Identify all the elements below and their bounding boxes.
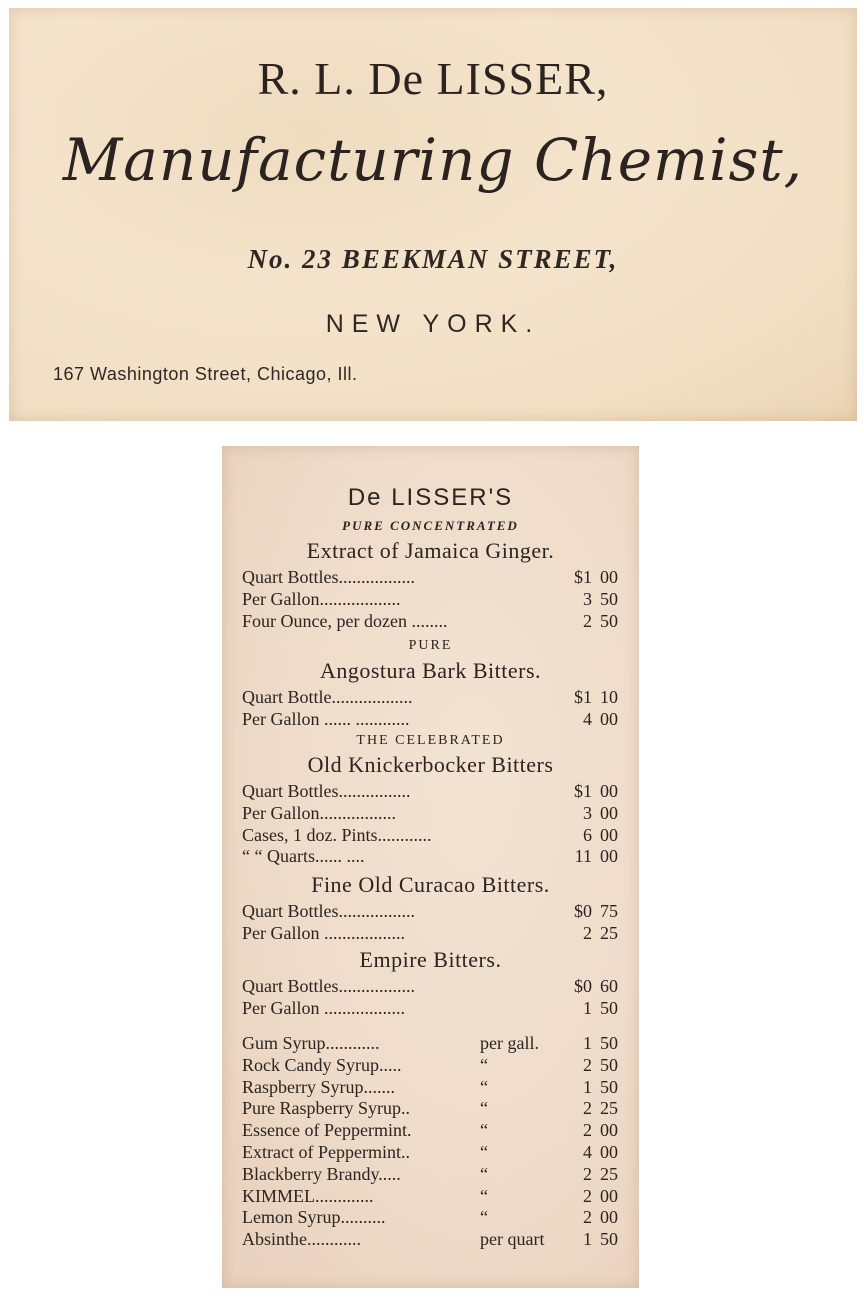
unit-label: “ xyxy=(480,1054,488,1075)
price-dollars: $0 xyxy=(574,976,592,996)
price-row xyxy=(242,1141,618,1163)
price-cents: 25 xyxy=(600,1098,618,1119)
item-label: Quart Bottles................. xyxy=(242,901,415,921)
item-label: Raspberry Syrup....... xyxy=(242,1076,395,1097)
price-dollars: 2 xyxy=(583,1120,592,1141)
price-row xyxy=(242,588,618,610)
price-cents: 00 xyxy=(600,846,618,867)
price-cents: 50 xyxy=(600,1229,618,1250)
price-cents: 00 xyxy=(600,1185,618,1206)
price-cents: 50 xyxy=(600,997,618,1018)
price-cents: 00 xyxy=(600,567,618,587)
item-label: Quart Bottles................. xyxy=(242,976,415,996)
item-label: Per Gallon .................. xyxy=(242,922,405,943)
section-prefix: PURE xyxy=(408,638,453,653)
item-label: Per Gallon .................. xyxy=(242,997,405,1018)
price-row xyxy=(242,1228,618,1250)
price-dollars: 2 xyxy=(583,1098,592,1119)
price-cents: 75 xyxy=(600,901,618,921)
item-label: Quart Bottles................ xyxy=(242,781,411,801)
price-dollars: 2 xyxy=(583,1185,592,1206)
price-cents: 00 xyxy=(600,824,618,845)
price-cents: 50 xyxy=(600,1076,618,1097)
price-cents: 50 xyxy=(600,1033,618,1053)
section-title: Empire Bitters. xyxy=(359,947,502,972)
unit-label: “ xyxy=(480,1185,488,1206)
price-dollars: $1 xyxy=(574,687,592,707)
price-dollars: 2 xyxy=(583,1207,592,1228)
item-label: Quart Bottle.................. xyxy=(242,687,413,707)
item-label: Extract of Peppermint.. xyxy=(242,1142,410,1162)
unit-label: “ xyxy=(480,1120,488,1141)
price-row xyxy=(242,686,618,708)
price-row xyxy=(242,824,618,846)
unit-label: per gall. xyxy=(480,1033,539,1053)
brand-heading: De LISSER'S xyxy=(347,484,514,511)
price-cents: 10 xyxy=(600,687,618,707)
price-dollars: $1 xyxy=(574,781,592,801)
item-label: Pure Raspberry Syrup.. xyxy=(242,1098,410,1119)
proprietor-name: R. L. De LISSER, xyxy=(257,53,609,104)
price-list-card xyxy=(222,446,639,1288)
price-row xyxy=(242,1032,618,1054)
price-cents: 00 xyxy=(600,802,618,823)
price-dollars: 2 xyxy=(583,610,592,631)
item-label: Absinthe............ xyxy=(242,1229,361,1250)
unit-label: “ xyxy=(480,1142,488,1162)
price-dollars: $0 xyxy=(574,901,592,921)
item-label: Essence of Peppermint. xyxy=(242,1120,412,1141)
price-dollars: 2 xyxy=(583,922,592,943)
price-cents: 25 xyxy=(600,1163,618,1184)
price-cents: 50 xyxy=(600,610,618,631)
item-label: Quart Bottles................. xyxy=(242,567,415,587)
price-row xyxy=(242,1097,618,1119)
price-row xyxy=(242,1054,618,1076)
price-row xyxy=(242,1185,618,1207)
price-dollars: 1 xyxy=(583,997,592,1018)
price-dollars: 2 xyxy=(583,1054,592,1075)
price-dollars: 3 xyxy=(583,588,592,609)
price-row xyxy=(242,922,618,944)
city: NEW YORK. xyxy=(325,310,541,338)
section-title: Old Knickerbocker Bitters xyxy=(307,752,554,777)
price-cents: 00 xyxy=(600,1120,618,1141)
business-card-front xyxy=(9,8,857,421)
section-title: Extract of Jamaica Ginger. xyxy=(306,538,555,563)
price-row xyxy=(242,997,618,1019)
price-dollars: 4 xyxy=(583,1142,592,1162)
item-label: Per Gallon.................. xyxy=(242,588,401,609)
item-label: Per Gallon................. xyxy=(242,802,396,823)
price-row xyxy=(242,610,618,632)
price-dollars: 1 xyxy=(583,1033,592,1053)
item-label: Lemon Syrup.......... xyxy=(242,1207,386,1228)
price-cents: 00 xyxy=(600,1207,618,1228)
unit-label: “ xyxy=(480,1163,488,1184)
price-row xyxy=(242,780,618,802)
price-row xyxy=(242,975,618,997)
unit-label: “ xyxy=(480,1076,488,1097)
unit-label: per quart xyxy=(480,1229,545,1250)
section-prefix: THE CELEBRATED xyxy=(356,733,505,748)
price-cents: 00 xyxy=(600,781,618,801)
item-label: Cases, 1 doz. Pints............ xyxy=(242,824,432,845)
section-prefix: PURE CONCENTRATED xyxy=(342,518,519,533)
price-row xyxy=(242,900,618,922)
price-row xyxy=(242,802,618,824)
occupation-title: Manufacturing Chemist, xyxy=(62,126,804,194)
price-dollars: 3 xyxy=(583,802,592,823)
street-address: No. 23 BEEKMAN STREET, xyxy=(247,244,619,274)
price-row xyxy=(242,1119,618,1141)
price-dollars: 2 xyxy=(583,1163,592,1184)
item-label: Blackberry Brandy..... xyxy=(242,1163,401,1184)
price-row xyxy=(242,1206,618,1228)
price-cents: 25 xyxy=(600,922,618,943)
price-cents: 50 xyxy=(600,588,618,609)
price-dollars: 4 xyxy=(583,708,592,729)
item-label: KIMMEL............. xyxy=(242,1185,374,1206)
price-row xyxy=(242,1163,618,1185)
item-label: Per Gallon ...... ............ xyxy=(242,708,410,729)
price-cents: 00 xyxy=(600,1142,618,1162)
item-label: Rock Candy Syrup..... xyxy=(242,1054,402,1075)
unit-label: “ xyxy=(480,1207,488,1228)
price-row xyxy=(242,1076,618,1098)
price-cents: 60 xyxy=(600,976,618,996)
price-row xyxy=(242,845,618,867)
price-dollars: 11 xyxy=(574,846,592,867)
price-dollars: 1 xyxy=(583,1229,592,1250)
price-cents: 00 xyxy=(600,708,618,729)
price-cents: 50 xyxy=(600,1054,618,1075)
branch-address: 167 Washington Street, Chicago, Ill. xyxy=(53,364,358,384)
item-label: Gum Syrup............ xyxy=(242,1033,380,1053)
price-row xyxy=(242,566,618,588)
price-dollars: 1 xyxy=(583,1076,592,1097)
item-label: Four Ounce, per dozen ........ xyxy=(242,610,448,631)
price-row xyxy=(242,708,618,730)
item-label: “ “ Quarts...... .... xyxy=(242,846,365,867)
price-dollars: 6 xyxy=(583,824,592,845)
section-title: Angostura Bark Bitters. xyxy=(319,658,542,683)
price-dollars: $1 xyxy=(574,567,592,587)
unit-label: “ xyxy=(480,1098,488,1119)
section-title: Fine Old Curacao Bitters. xyxy=(311,872,550,897)
